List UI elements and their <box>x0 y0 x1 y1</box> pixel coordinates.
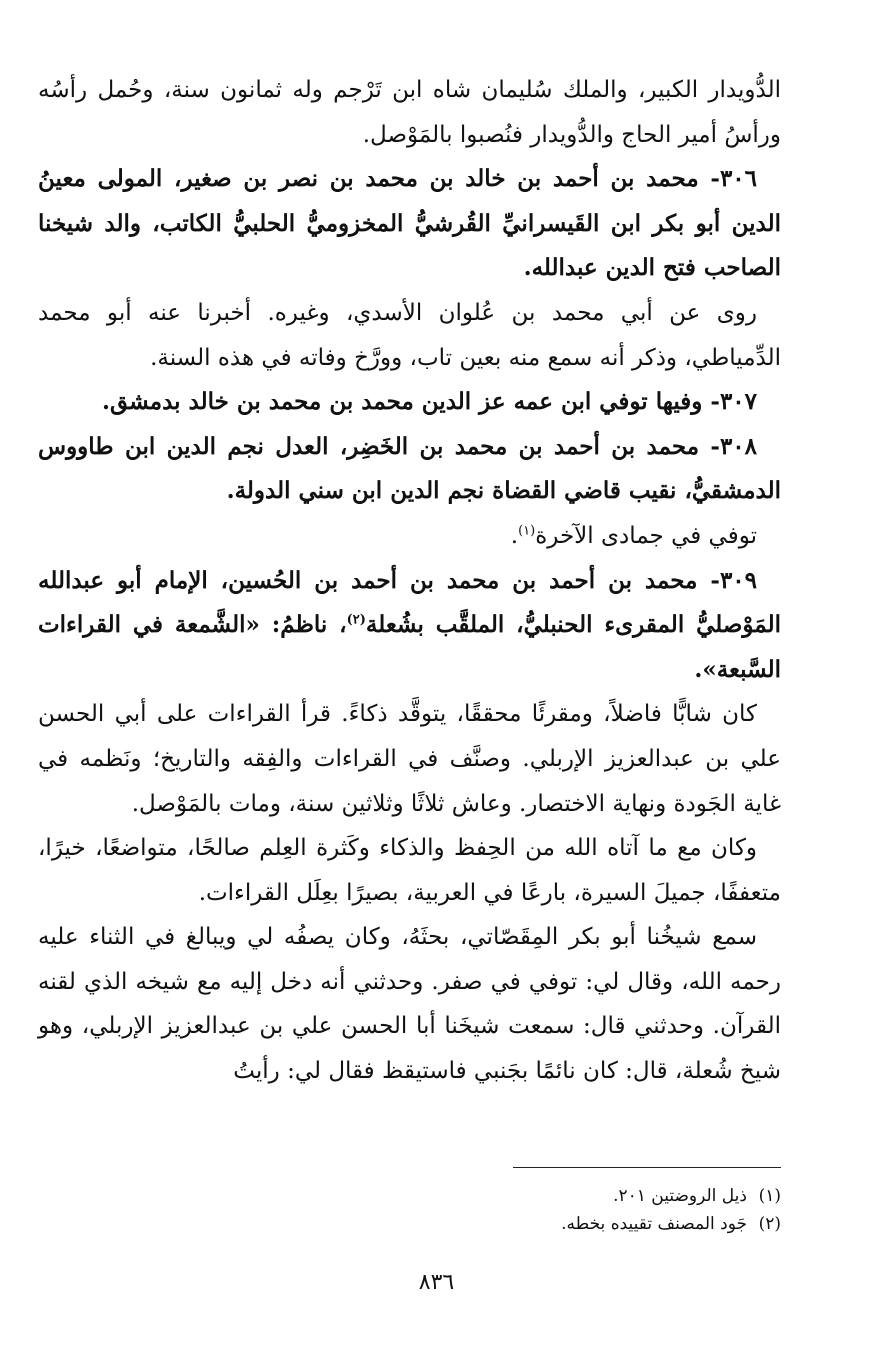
footnote-1 <box>38 1182 781 1210</box>
paragraph-308-text: توفي في جمادى الآخرة$^{(١)}$. <box>510 522 757 549</box>
footnote-number: (٢) <box>758 1214 781 1234</box>
biography-entry-307: ٣٠٧- وفيها توفي ابن عمه عز الدين محمد بن محمد بن خالد بدمشق. <box>102 388 757 416</box>
footnote-text: جَود المصنف تقييده بخطه. <box>561 1214 747 1234</box>
paragraph-309-text-2: وكان مع ما آتاه الله من الحِفظ والذكاء وكَثرة العِلم صالحًا، متواضعًا، خيرًا، متعففًا، جميلَ السيرة، بارعًا في العربية، بصيرًا بعِلَل القراءات. <box>38 835 781 906</box>
biography-entry-309: ٣٠٩- محمد بن أحمد بن محمد بن أحمد بن الحُسين، الإمام أبو عبدالله المَوْصليُّ المقرىء الحنبليُّ، الملقَّب بشُعلة$^{(٢)}$، ناظمُ: «الشَّمعة في القراءات السَّبعة». <box>38 566 781 683</box>
footnote-ref-2: (٢) <box>346 612 366 628</box>
footnotes <box>38 1182 781 1238</box>
paragraph-309-text-1: كان شابًّا فاضلاً، ومقرئًا محققًا، يتوقَّد ذكاءً. قرأ القراءات على أبي الحسن علي بن عبدالعزيز الإربلي. وصنَّف في القراءات والفِقه والتاريخ؛ ونَظمه في غاية الجَودة ونهاية الاختصار. وعاش ثلاثًا وثلاثين سنة، ومات بالمَوْصل. <box>38 701 781 817</box>
footnote-ref-1: (١) <box>518 523 536 539</box>
page-number: ٨٣٦ <box>418 1270 455 1295</box>
main-text <box>38 68 781 1094</box>
biography-entry-308: ٣٠٨- محمد بن أحمد بن محمد بن الخَضِر، العدل نجم الدين ابن طاووس الدمشقيُّ، نقيب قاضي القضاة نجم الدين ابن سني الدولة. <box>38 432 781 505</box>
footnote-divider <box>513 1167 781 1168</box>
footnote-text: ذيل الروضتين ٢٠١. <box>613 1186 747 1206</box>
paragraph-continuation: الدُّويدار الكبير، والملك سُليمان شاه ابن تَرْجم وله ثمانون سنة، وحُمل رأسُه ورأسُ أمير الحاج والدُّويدار فنُصبوا بالمَوْصل. <box>38 77 781 148</box>
biography-entry-306: ٣٠٦- محمد بن أحمد بن خالد بن محمد بن نصر بن صغير، المولى معينُ الدين أبو بكر ابن القَيسرانيِّ القُرشيُّ المخزوميُّ الحلبيُّ الكاتب، والد شيخنا الصاحب فتح الدين عبدالله. <box>38 165 781 282</box>
footnote-2 <box>38 1210 781 1238</box>
footnote-number: (١) <box>758 1186 781 1206</box>
paragraph-309-text-3: سمع شيخُنا أبو بكر المِقَصّاتي، بحثَهُ، وكان يصفُه لي ويبالغ في الثناء عليه رحمه الله، وقال لي: توفي في صفر. وحدثني أنه دخل إليه مع شيخه الذي لقنه القرآن. وحدثني قال: سمعت شيخَنا أبا الحسن علي بن عبدالعزيز الإربلي، وهو شيخ شُعلة، قال: كان نائمًا بجَنبي فاستيقظ فقال لي: رأيتُ <box>38 924 781 1085</box>
paragraph-306-text: روى عن أبي محمد بن عُلوان الأسدي، وغيره. أخبرنا عنه أبو محمد الدِّمياطي، وذكر أنه سمع منه بعين تاب، وورَّخ وفاته في هذه السنة. <box>38 299 781 371</box>
